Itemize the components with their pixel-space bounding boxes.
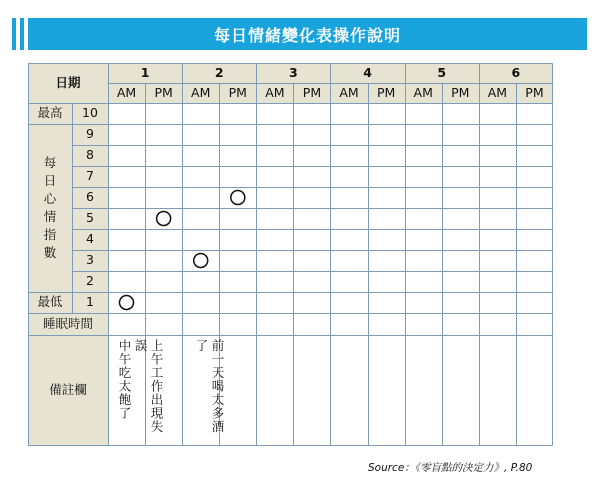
level-number: 1: [86, 294, 94, 310]
day-header: 5: [437, 64, 447, 80]
source-citation: Source：《零盲點的決定力》, P.80: [368, 462, 533, 474]
mood-mark: [120, 296, 134, 310]
remark-day2-am: 前一天喝太多酒了: [194, 339, 225, 434]
mood-index-char: 每: [43, 155, 57, 170]
level-number: 5: [86, 210, 94, 226]
level-number: 9: [86, 126, 94, 142]
mood-index-label: [28, 124, 72, 292]
title-stripe: [20, 18, 24, 50]
title-stripe: [12, 18, 16, 50]
page-title: 每日情緒變化表操作說明: [213, 25, 401, 45]
pm-header: PM: [154, 85, 173, 101]
mood-chart: [28, 63, 553, 446]
mood-index-char: 指: [43, 227, 57, 242]
mood-index-char: 情: [43, 209, 57, 224]
day-header: 2: [214, 64, 224, 80]
mood-mark: [231, 191, 245, 205]
remarks-label: 備註欄: [49, 382, 87, 398]
level-number: 3: [86, 252, 94, 268]
am-header: AM: [339, 85, 359, 101]
day-header: 4: [363, 64, 372, 80]
pm-header: PM: [451, 85, 470, 101]
mood-mark: [194, 254, 208, 268]
am-header: AM: [265, 85, 285, 101]
max-label: 最高: [37, 105, 63, 121]
level-number: 10: [82, 105, 98, 121]
remark-day1-am-line2: 中午吃太飽了: [117, 339, 132, 420]
level-number: 8: [86, 147, 94, 163]
level-number: 7: [86, 168, 94, 184]
mood-index-char: 數: [43, 245, 57, 260]
level-number: 6: [86, 189, 94, 205]
sleep-time-label: 睡眠時間: [42, 315, 93, 331]
mood-index-char: 心: [43, 191, 57, 206]
remark-day1-am-line1: 上午工作出現失誤: [133, 339, 164, 434]
day-header: 3: [289, 64, 298, 80]
title-banner: [28, 18, 587, 50]
am-header: AM: [191, 85, 211, 101]
mood-index-char: 日: [43, 173, 57, 188]
min-label: 最低: [37, 294, 63, 310]
pm-header: PM: [228, 85, 247, 101]
mood-mark: [157, 212, 171, 226]
am-header: AM: [116, 85, 137, 101]
day-header: 6: [511, 64, 521, 80]
level-number: 4: [86, 231, 94, 247]
am-header: AM: [487, 85, 508, 101]
title-bar: [12, 18, 587, 50]
day-header: 1: [140, 64, 150, 80]
date-header: 日期: [55, 74, 81, 90]
pm-header: PM: [302, 85, 322, 101]
level-number: 2: [86, 273, 94, 289]
am-header: AM: [413, 85, 433, 101]
pm-header: PM: [525, 85, 544, 101]
pm-header: PM: [376, 85, 396, 101]
